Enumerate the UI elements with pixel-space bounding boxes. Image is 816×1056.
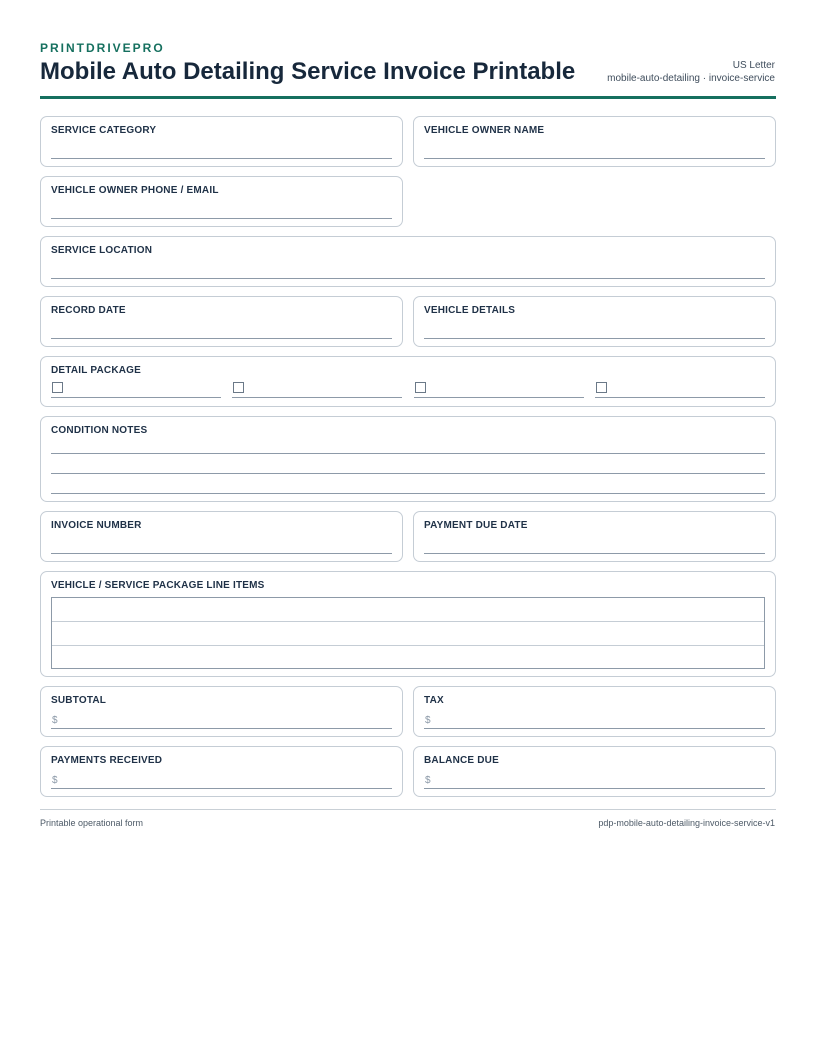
- field-label: INVOICE NUMBER: [51, 520, 142, 531]
- currency-symbol: $: [425, 775, 431, 786]
- input-line[interactable]: [51, 553, 392, 554]
- field-label: CONDITION NOTES: [51, 425, 148, 436]
- invoice-number-field[interactable]: [40, 511, 403, 562]
- input-line[interactable]: [51, 278, 765, 279]
- input-line[interactable]: [51, 728, 392, 729]
- notes-line[interactable]: [51, 473, 765, 474]
- input-line[interactable]: [424, 788, 765, 789]
- condition-notes-field[interactable]: [40, 416, 776, 502]
- document-meta: [607, 59, 775, 85]
- table-row-divider: [52, 645, 764, 646]
- input-line[interactable]: [424, 728, 765, 729]
- checkbox[interactable]: [233, 382, 244, 393]
- input-line[interactable]: [51, 158, 392, 159]
- currency-symbol: $: [52, 775, 58, 786]
- footer-form-id: pdp-mobile-auto-detailing-invoice-service-v1: [598, 818, 775, 828]
- line-items-table: [51, 597, 765, 669]
- table-row-divider: [52, 621, 764, 622]
- input-line[interactable]: [51, 788, 392, 789]
- field-label: PAYMENTS RECEIVED: [51, 755, 163, 766]
- field-label: VEHICLE / SERVICE PACKAGE LINE ITEMS: [51, 580, 265, 591]
- record-date-field[interactable]: [40, 296, 403, 347]
- line-items-field: [40, 571, 776, 677]
- vehicle-owner-contact-field[interactable]: [40, 176, 403, 227]
- service-location-field[interactable]: [40, 236, 776, 287]
- footer-form-type: Printable operational form: [40, 818, 144, 828]
- header-divider: [40, 96, 776, 99]
- footer-divider: [40, 809, 776, 810]
- page-title: Mobile Auto Detailing Service Invoice Printable: [40, 58, 576, 85]
- field-label: SERVICE LOCATION: [51, 245, 153, 256]
- service-category-field[interactable]: [40, 116, 403, 167]
- input-line[interactable]: [51, 338, 392, 339]
- field-label: SUBTOTAL: [51, 695, 107, 706]
- field-label: VEHICLE DETAILS: [424, 305, 516, 316]
- checkbox[interactable]: [52, 382, 63, 393]
- option-line[interactable]: [595, 397, 765, 398]
- option-line[interactable]: [51, 397, 221, 398]
- field-label: BALANCE DUE: [424, 755, 499, 766]
- field-label: TAX: [424, 695, 444, 706]
- field-label: VEHICLE OWNER NAME: [424, 125, 545, 136]
- paper-size: US Letter: [732, 60, 775, 71]
- document-slug: mobile-auto-detailing · invoice-service: [607, 73, 775, 84]
- payment-due-date-field[interactable]: [413, 511, 776, 562]
- detail-package-field: [40, 356, 776, 407]
- field-label: DETAIL PACKAGE: [51, 365, 142, 376]
- vehicle-owner-name-field[interactable]: [413, 116, 776, 167]
- option-line[interactable]: [414, 397, 584, 398]
- field-label: RECORD DATE: [51, 305, 126, 316]
- vehicle-details-field[interactable]: [413, 296, 776, 347]
- currency-symbol: $: [52, 715, 58, 726]
- subtotal-field[interactable]: [40, 686, 403, 737]
- tax-field[interactable]: [413, 686, 776, 737]
- payments-received-field[interactable]: [40, 746, 403, 797]
- balance-due-field[interactable]: [413, 746, 776, 797]
- input-line[interactable]: [424, 158, 765, 159]
- field-label: PAYMENT DUE DATE: [424, 520, 528, 531]
- field-label: VEHICLE OWNER PHONE / EMAIL: [51, 185, 219, 196]
- input-line[interactable]: [424, 338, 765, 339]
- brand-name: PRINTDRIVEPRO: [40, 41, 165, 55]
- field-label: SERVICE CATEGORY: [51, 125, 157, 136]
- notes-line[interactable]: [51, 453, 765, 454]
- currency-symbol: $: [425, 715, 431, 726]
- checkbox[interactable]: [415, 382, 426, 393]
- notes-line[interactable]: [51, 493, 765, 494]
- checkbox[interactable]: [596, 382, 607, 393]
- input-line[interactable]: [424, 553, 765, 554]
- option-line[interactable]: [232, 397, 402, 398]
- input-line[interactable]: [51, 218, 392, 219]
